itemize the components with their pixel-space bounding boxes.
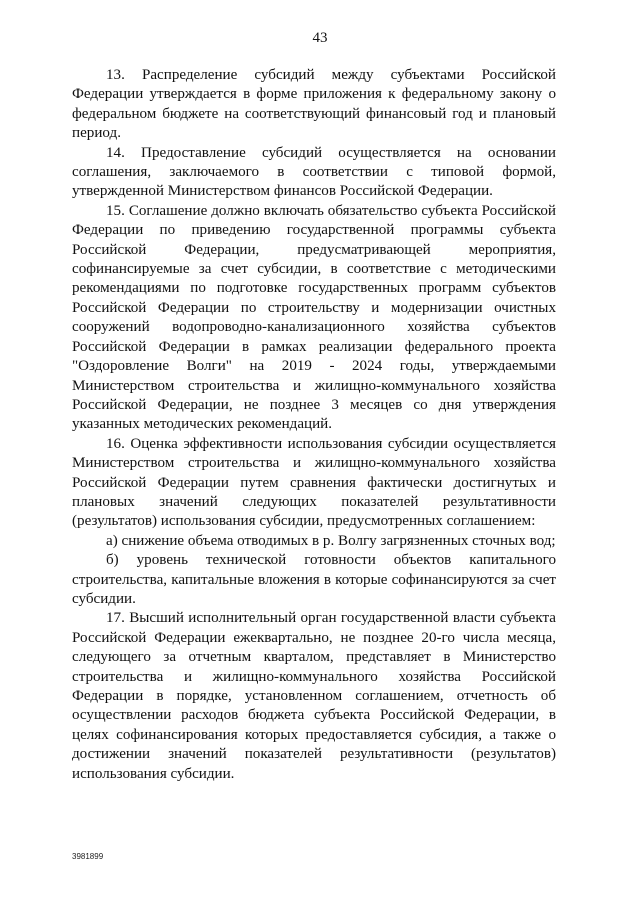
paragraph-14: 14. Предоставление субсидий осуществляется на основании соглашения, заключаемого в соответствии с типовой формой, утвержденной Министерством финансов Российской Федерации. [72,144,556,200]
paragraph-13: 13. Распределение субсидий между субъектами Российской Федерации утверждается в форме приложения к федеральному закону о федеральном бюджете на соответствующий финансовый год и плановый период. [72,67,556,142]
document-body [72,66,556,784]
paragraph-16-item-b: б) уровень технической готовности объектов капитального строительства, капитальные вложения в которые софинансируются за счет субсидии. [72,552,556,607]
paragraph-15: 15. Соглашение должно включать обязательство субъекта Российской Федерации по приведению государственной программы субъекта Российской Федерации, предусматривающей мероприятия, софинансируемые за счет субсидии, в соответствие с методическими рекомендациями по подготовке государственных программ субъектов Российской Федерации по строительству и модернизации очистных сооружений водопроводно-канализационного хозяйства субъектов Российской Федерации в рамках реализации федерального проекта "Оздоровление Волги" на 2019 - 2024 годы, утверждаемыми Министерством строительства и жилищно-коммунального хозяйства Российской Федерации, не позднее 3 месяцев со дня утверждения указанных методических рекомендаций. [72,202,556,433]
paragraph-16: 16. Оценка эффективности использования субсидии осуществляется Министерством строительства и жилищно-коммунального хозяйства Российской Федерации путем сравнения фактически достигнутых и плановых значений следующих показателей результативности (результатов) использования субсидии, предусмотренных соглашением: [72,435,556,530]
paragraph-17: 17. Высший исполнительный орган государственной власти субъекта Российской Федерации ежеквартально, не позднее 20-го числа месяца, следующего за отчетным кварталом, представляет в Министерство строительства и жилищно-коммунального хозяйства Российской Федерации в порядке, установленном соглашением, отчетность об осуществлении расходов бюджета субъекта Российской Федерации, в целях софинансирования которых предоставляется субсидия, а также о достижении значений показателей результативности (результатов) использования субсидии. [72,610,556,782]
page-number: 43 [312,30,328,46]
paragraph-16-item-a: а) снижение объема отводимых в р. Волгу загрязненных сточных вод; [106,532,556,549]
document-code: 3981899 [72,852,104,861]
